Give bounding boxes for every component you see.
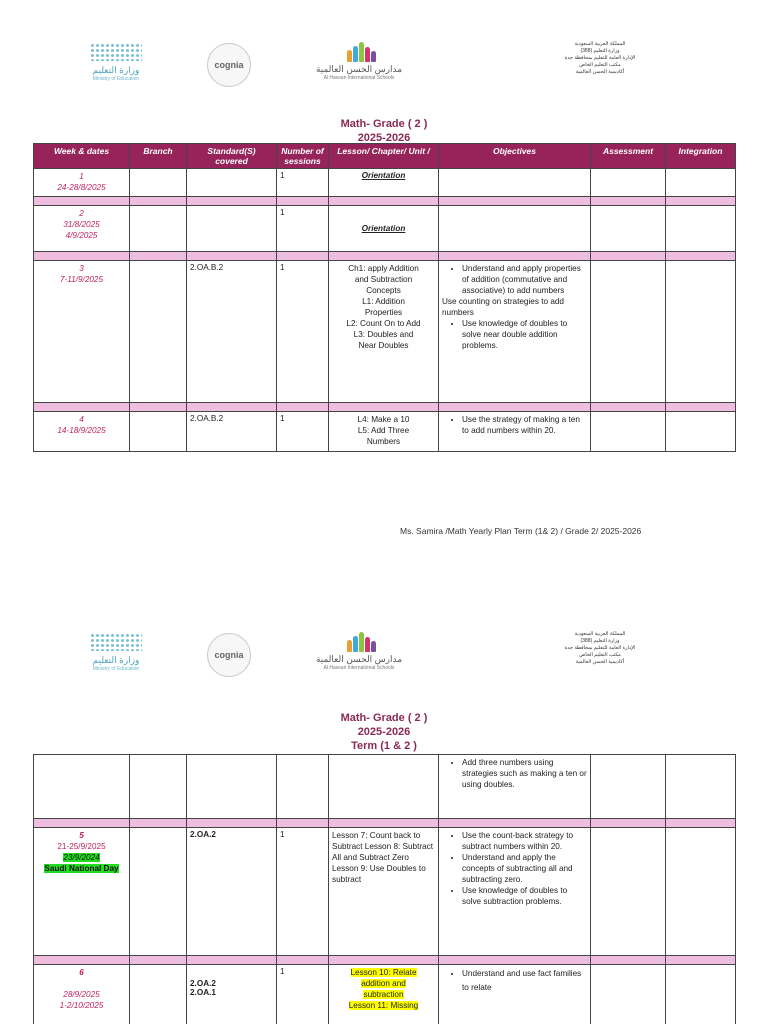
page-2: [0, 590, 768, 1024]
document-title: Math- Grade ( 2 ): [340, 712, 428, 724]
standard-cell: [187, 755, 277, 819]
sessions-cell: 1: [277, 261, 329, 403]
lesson-cell: Orientation: [329, 206, 439, 252]
ministry-line: وزارة التعليم (388): [580, 48, 620, 54]
objectives-cell: [439, 755, 591, 819]
lesson-line: Near Doubles: [358, 341, 409, 350]
ministry-of-education-logo: [86, 43, 146, 89]
lesson-line: and Subtraction: [354, 275, 413, 284]
lesson-line: Lesson 10: Relate: [350, 968, 417, 977]
standard-cell: [187, 169, 277, 197]
week-dates: 1-2/10/2025: [59, 1001, 104, 1010]
yearly-plan-table: [33, 754, 736, 1024]
holiday-date: 23/9/2024: [63, 853, 100, 862]
lesson-cell: [329, 412, 439, 452]
objective-item: • Use the strategy of making a ten to add numbers within 20.: [462, 414, 587, 436]
lesson-line: Concepts: [366, 286, 401, 295]
week-cell: [34, 828, 130, 956]
lesson-line: subtraction: [363, 990, 404, 999]
week-cell: [34, 965, 130, 1024]
assessment-cell: [591, 828, 666, 956]
standard-cell: 2.OA.2: [187, 828, 277, 956]
school-name-ar: مدارس الحسن العالمية: [315, 64, 403, 74]
lesson-cell: [329, 965, 439, 1024]
week-number: 4: [79, 415, 84, 424]
ministry-line: الإدارة العامة للتعليم بمحافظة جدة: [564, 645, 636, 651]
lesson-line: L4: Make a 10: [357, 415, 410, 424]
branch-cell: [130, 261, 187, 403]
ministry-text-block: [540, 41, 660, 76]
branch-cell: [130, 169, 187, 197]
sessions-cell: 1: [277, 965, 329, 1024]
ministry-line: أكاديمية الحسن العالمية: [575, 69, 625, 75]
standard-cell: 2.OA.B.2: [187, 412, 277, 452]
week-number: 5: [79, 831, 84, 840]
al-hassan-schools-logo: [314, 40, 404, 90]
ministry-line: مكتب التعليم الخاص: [579, 652, 621, 658]
table-row: [34, 261, 736, 403]
standard-code: 2.OA.1: [190, 988, 216, 997]
branch-cell: [130, 828, 187, 956]
table-row: [34, 828, 736, 956]
separator-row: [34, 403, 736, 412]
yearly-plan-table: [33, 143, 736, 452]
sessions-cell: 1: [277, 412, 329, 452]
sessions-cell: 1: [277, 169, 329, 197]
school-name-en: Al Hassan International Schools: [323, 665, 395, 671]
integration-cell: [666, 206, 736, 252]
table-row: [34, 169, 736, 197]
school-name-en: Al Hassan International Schools: [323, 75, 395, 81]
objective-item: • Add three numbers using strategies such as making a ten or using doubles.: [462, 757, 587, 790]
objective-item: • Use the count-back strategy to subtract numbers within 20.: [462, 830, 587, 852]
integration-cell: [666, 412, 736, 452]
integration-cell: [666, 965, 736, 1024]
children-figures-icon: [341, 630, 377, 652]
cognia-logo-text: cognia: [214, 650, 244, 660]
lesson-cell: Lesson 7: Count back to Subtract Lesson 8: Subtract All and Subtract Zero Lesson 9: Use Doubles to subtract: [329, 828, 439, 956]
standard-cell: 2.OA.B.2: [187, 261, 277, 403]
week-dates: 31/8/2025: [63, 220, 100, 229]
cognia-logo: [207, 43, 251, 87]
lesson-line: Ch1: apply Addition: [348, 264, 419, 273]
ministry-line: أكاديمية الحسن العالمية: [575, 659, 625, 665]
sessions-cell: 1: [277, 206, 329, 252]
col-header-sessions: Number of sessions: [277, 144, 329, 169]
ministry-line: مكتب التعليم الخاص: [579, 62, 621, 68]
objectives-cell: [439, 169, 591, 197]
al-hassan-schools-logo: [314, 630, 404, 680]
holiday-name: Saudi National Day: [44, 864, 119, 873]
integration-cell: [666, 828, 736, 956]
week-number: 6: [79, 968, 84, 977]
lesson-line: L2: Count On to Add: [346, 319, 421, 328]
cognia-logo-text: cognia: [214, 60, 244, 70]
integration-cell: [666, 755, 736, 819]
children-figures-icon: [341, 40, 377, 62]
assessment-cell: [591, 755, 666, 819]
moe-dots-icon: [90, 633, 142, 651]
separator-row: [34, 819, 736, 828]
table-header-row: [34, 144, 736, 169]
objective-item: • Understand and use fact families to relate: [462, 967, 587, 995]
standard-code: 2.OA.2: [190, 979, 216, 988]
separator-row: [34, 252, 736, 261]
assessment-cell: [591, 206, 666, 252]
week-number: 1: [79, 172, 84, 181]
document-term: Term (1 & 2 ): [351, 740, 417, 752]
lesson-line: Numbers: [366, 437, 401, 446]
week-dates: 21-25/9/2025: [57, 842, 106, 851]
week-dates: 4/9/2025: [65, 231, 98, 240]
document-year: 2025-2026: [357, 132, 411, 144]
ministry-line: المملكة العربية السعودية: [574, 41, 626, 47]
moe-logo-text-ar: وزارة التعليم: [92, 655, 140, 665]
objectives-cell: [439, 206, 591, 252]
table-row: [34, 755, 736, 819]
lesson-line: L3: Doubles and: [353, 330, 414, 339]
ministry-of-education-logo: [86, 633, 146, 679]
page-footer: Ms. Samira /Math Yearly Plan Term (1& 2) / Grade 2/ 2025-2026: [400, 526, 642, 536]
week-cell: [34, 755, 130, 819]
col-header-objectives: Objectives: [439, 144, 591, 169]
col-header-integration: Integration: [666, 144, 736, 169]
moe-logo-text-en: Ministry of Education: [92, 666, 140, 672]
week-cell: [34, 412, 130, 452]
standard-cell: [187, 965, 277, 1024]
moe-logo-text-en: Ministry of Education: [92, 76, 140, 82]
ministry-text-block: [540, 631, 660, 666]
ministry-line: المملكة العربية السعودية: [574, 631, 626, 637]
ministry-line: الإدارة العامة للتعليم بمحافظة جدة: [564, 55, 636, 61]
week-cell: [34, 206, 130, 252]
assessment-cell: [591, 169, 666, 197]
branch-cell: [130, 965, 187, 1024]
branch-cell: [130, 206, 187, 252]
separator-row: [34, 956, 736, 965]
objectives-cell: [439, 965, 591, 1024]
integration-cell: [666, 261, 736, 403]
objective-item: • Understand and apply the concepts of subtracting all and subtracting zero.: [462, 852, 587, 885]
table-row: [34, 965, 736, 1024]
objective-item: • Use knowledge of doubles to solve near double addition problems.: [462, 318, 587, 351]
col-header-branch: Branch: [130, 144, 187, 169]
document-title: Math- Grade ( 2 ): [340, 118, 428, 130]
objectives-cell: [439, 261, 591, 403]
cognia-logo: [207, 633, 251, 677]
lesson-cell: [329, 261, 439, 403]
week-dates: 24-28/8/2025: [57, 183, 106, 192]
school-name-ar: مدارس الحسن العالمية: [315, 654, 403, 664]
lesson-line: addition and: [361, 979, 406, 988]
table-row: [34, 206, 736, 252]
moe-dots-icon: [90, 43, 142, 61]
branch-cell: [130, 755, 187, 819]
document-year: 2025-2026: [357, 726, 411, 738]
col-header-standard: Standard(S) covered: [187, 144, 277, 169]
objective-text: Use counting on strategies to add numbers: [442, 297, 564, 317]
branch-cell: [130, 412, 187, 452]
lesson-line: Properties: [364, 308, 403, 317]
objective-item: • Understand and apply properties of addition (commutative and associative) to add numbers: [462, 263, 587, 296]
lesson-line: L5: Add Three: [357, 426, 410, 435]
week-number: 3: [79, 264, 84, 273]
col-header-lesson: Lesson/ Chapter/ Unit /: [329, 144, 439, 169]
col-header-week: Week & dates: [34, 144, 130, 169]
col-header-assessment: Assessment: [591, 144, 666, 169]
assessment-cell: [591, 412, 666, 452]
objective-item: • Use knowledge of doubles to solve subtraction problems.: [462, 885, 587, 907]
sessions-cell: [277, 755, 329, 819]
separator-row: [34, 197, 736, 206]
week-number: 2: [79, 209, 84, 218]
lesson-line: L1: Addition: [362, 297, 405, 306]
assessment-cell: [591, 965, 666, 1024]
assessment-cell: [591, 261, 666, 403]
objectives-cell: [439, 828, 591, 956]
standard-cell: [187, 206, 277, 252]
week-cell: [34, 261, 130, 403]
sessions-cell: 1: [277, 828, 329, 956]
week-dates: 7-11/9/2025: [59, 275, 104, 284]
moe-logo-text-ar: وزارة التعليم: [92, 65, 140, 75]
integration-cell: [666, 169, 736, 197]
lesson-cell: Orientation: [329, 169, 439, 197]
objectives-cell: [439, 412, 591, 452]
lesson-cell: [329, 755, 439, 819]
ministry-line: وزارة التعليم (388): [580, 638, 620, 644]
lesson-line: Lesson 11: Missing: [348, 1001, 419, 1010]
table-row: [34, 412, 736, 452]
week-dates: 14-18/9/2025: [57, 426, 106, 435]
week-cell: [34, 169, 130, 197]
week-dates: 28/9/2025: [63, 990, 100, 999]
